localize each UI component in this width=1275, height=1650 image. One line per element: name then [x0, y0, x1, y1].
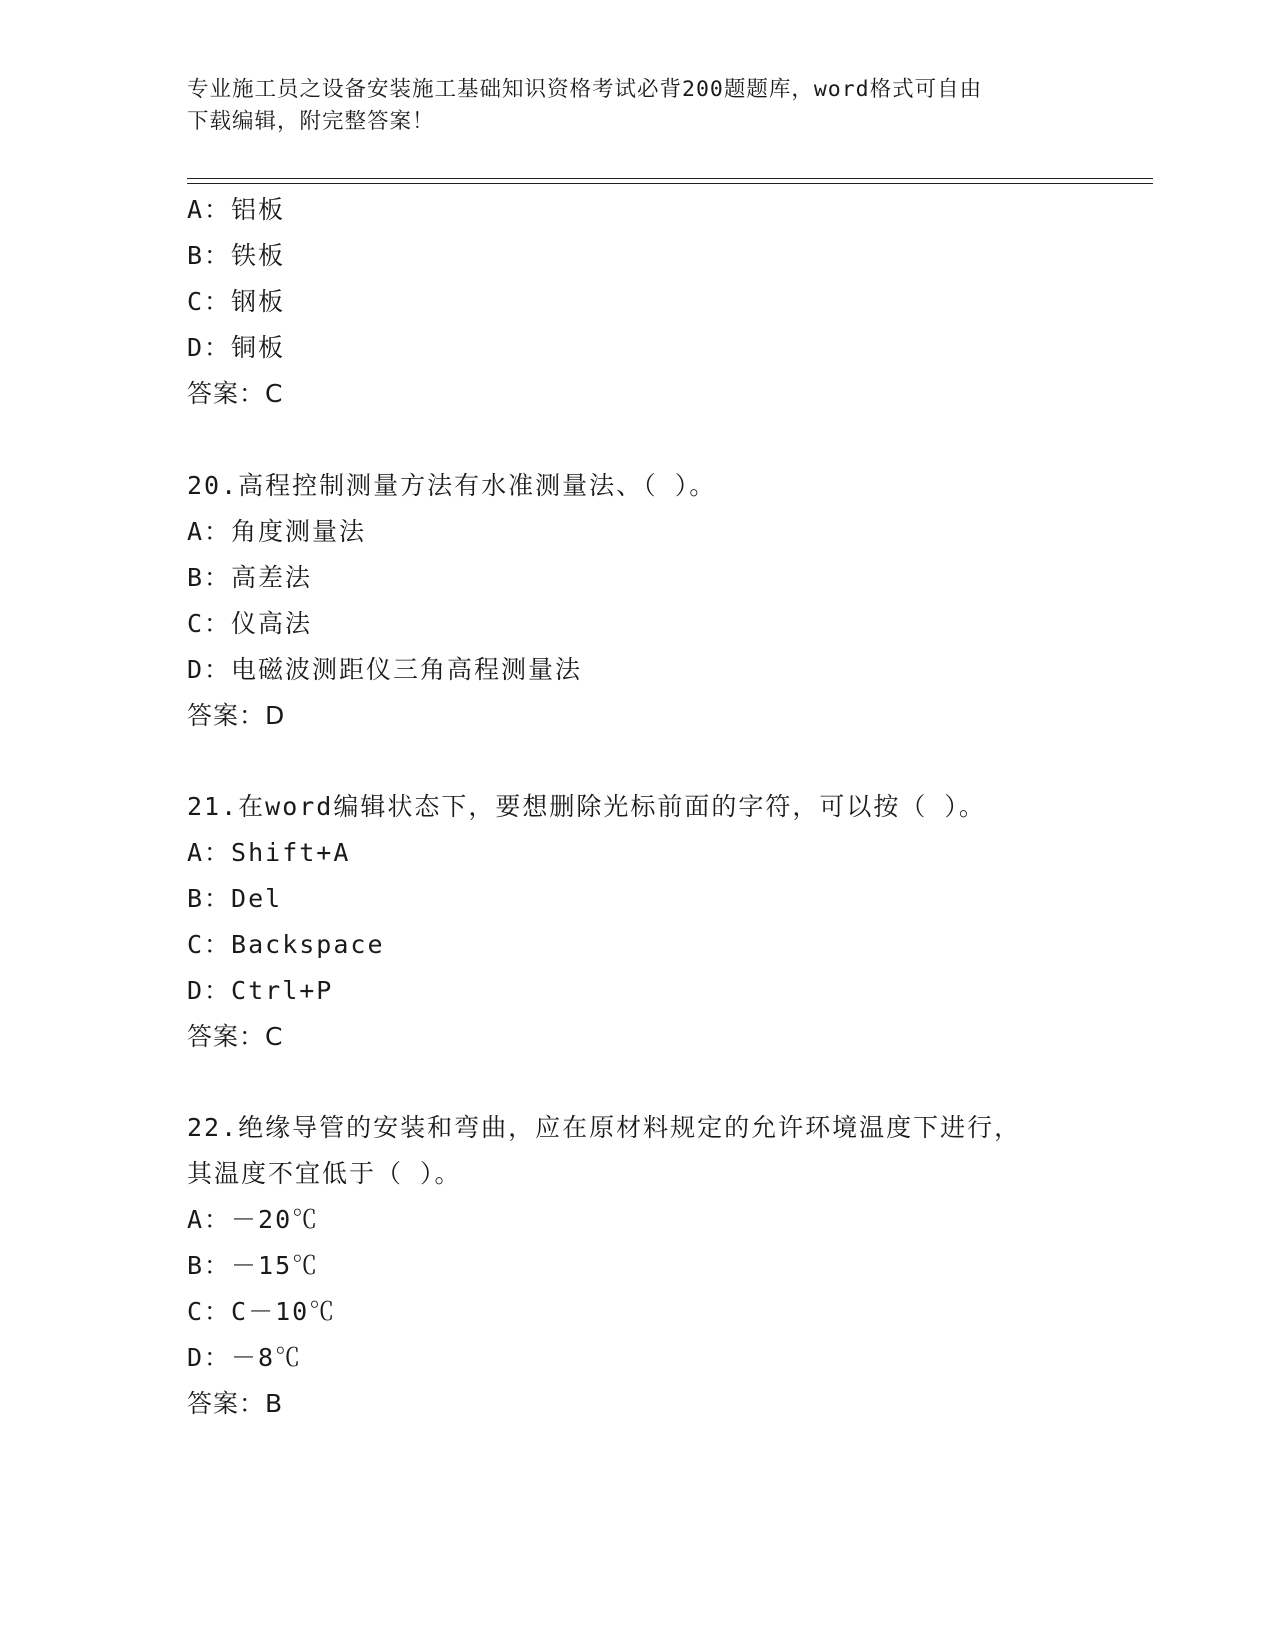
header-title-line-2: 下载编辑，附完整答案！ — [187, 109, 435, 134]
q20-answer: 答案：D — [187, 701, 286, 730]
q20-option-d: D：电磁波测距仪三角高程测量法 — [187, 655, 583, 684]
q20-option-b: B：高差法 — [187, 563, 313, 592]
q22-question-line-1: 22.绝缘导管的安装和弯曲，应在原材料规定的允许环境温度下进行， — [187, 1113, 1022, 1142]
q21-option-a: A：Shift+A — [187, 838, 351, 867]
header-title-line-1: 专业施工员之设备安装施工基础知识资格考试必背200题题库，word格式可自由 — [187, 77, 983, 102]
q22-answer: 答案：B — [187, 1389, 284, 1418]
q22-option-d: D：－8℃ — [187, 1343, 303, 1372]
document-header — [187, 74, 1067, 138]
q19-answer: 答案：C — [187, 379, 284, 408]
q19-option-b: B：铁板 — [187, 241, 286, 270]
q21-answer: 答案：C — [187, 1022, 284, 1051]
q21-question: 21.在word编辑状态下，要想删除光标前面的字符，可以按（ ）。 — [187, 792, 986, 821]
header-divider-bottom — [187, 183, 1153, 184]
q22-option-a: A：－20℃ — [187, 1205, 320, 1234]
q20-option-c: C：仪高法 — [187, 609, 313, 638]
q22-option-c: C：C－10℃ — [187, 1297, 337, 1326]
q21-option-b: B：Del — [187, 884, 283, 913]
q19-option-d: D：铜板 — [187, 333, 286, 362]
q20-option-a: A：角度测量法 — [187, 517, 367, 546]
q21-option-d: D：Ctrl+P — [187, 976, 334, 1005]
q19-option-c: C：钢板 — [187, 287, 286, 316]
header-divider-top — [187, 178, 1153, 179]
q22-option-b: B：－15℃ — [187, 1251, 320, 1280]
q19-option-a: A：铝板 — [187, 195, 286, 224]
q20-question: 20.高程控制测量方法有水准测量法、（ ）。 — [187, 471, 717, 500]
q22-question-line-2: 其温度不宜低于（ ）。 — [187, 1159, 462, 1188]
q21-option-c: C：Backspace — [187, 930, 385, 959]
